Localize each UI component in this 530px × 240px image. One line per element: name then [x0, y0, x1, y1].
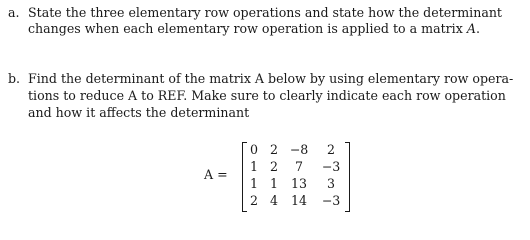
- question-a-text-line-2: [28, 21, 480, 37]
- matrix-right-bracket: [345, 142, 350, 212]
- matrix-cell: 2: [326, 142, 335, 157]
- matrix-cell: 2: [269, 142, 278, 157]
- question-b-text-line-3: and how it affects the determinant: [28, 105, 250, 120]
- matrix-cell: 1: [249, 176, 258, 191]
- matrix-equation: [204, 140, 364, 214]
- question-a-text-line-1: State the three elementary row operations and state how the determinant: [28, 5, 502, 20]
- matrix-variable: A: [466, 21, 476, 36]
- matrix-cell: 13: [290, 176, 308, 191]
- matrix-cell: −3: [321, 159, 341, 174]
- matrix-cell: 1: [249, 159, 258, 174]
- question-b-text-line-2: tions to reduce A to REF. Make sure to clearly indicate each row operation: [28, 88, 506, 103]
- matrix-cell: 4: [269, 193, 278, 208]
- question-a-period: .: [475, 21, 480, 36]
- matrix-cell: 1: [269, 176, 278, 191]
- matrix-cell: 3: [326, 176, 335, 191]
- question-b-marker: b.: [8, 71, 21, 86]
- matrix-cell: 2: [249, 193, 258, 208]
- matrix-cell: 7: [294, 159, 303, 174]
- question-b-text-line-1: Find the determinant of the matrix A below by using elementary row opera-: [28, 71, 514, 86]
- matrix-cell: 0: [249, 142, 258, 157]
- matrix-cell: 2: [269, 159, 278, 174]
- matrix-cell: −3: [321, 193, 341, 208]
- matrix-cell: −8: [289, 142, 309, 157]
- question-a-marker: a.: [8, 5, 20, 20]
- question-a-text-line-2-prefix: changes when each elementary row operation is applied to a matrix: [28, 21, 467, 36]
- matrix-cell: 14: [290, 193, 308, 208]
- matrix-lhs: A =: [204, 167, 228, 182]
